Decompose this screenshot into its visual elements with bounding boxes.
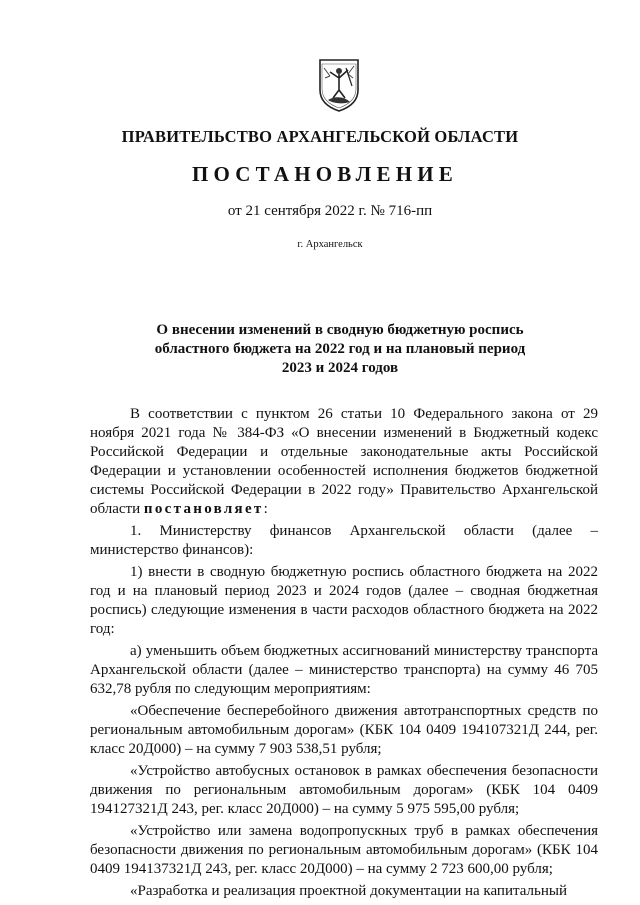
document-title [140, 321, 540, 378]
title-line: областного бюджета на 2022 год и на плановый период [154, 341, 526, 357]
body-paragraph: 1. Министерству финансов Архангельской области (далее – министерство финансов): [90, 523, 598, 558]
title-line: О внесении изменений в сводную бюджетную роспись [156, 322, 524, 338]
arkhangelsk-coat-of-arms-icon [316, 56, 362, 112]
resolves-word: постановляет [143, 501, 264, 517]
body-paragraph: «Устройство или замена водопропускных труб в рамках обеспечения безопасности движения по региональным автомобильным дорогам» (КБК 104 0409 194137321Д 243, рег. класс 20Д000) – на сумму 2 723 600,00 рубля; [90, 823, 598, 877]
document-city: г. Архангельск [297, 239, 363, 250]
body-paragraph: а) уменьшить объем бюджетных ассигнований министерству транспорта Архангельской области (далее – министерство транспорта) на сумму 46 705 632,78 рубля по следующим мероприятиям: [90, 643, 598, 697]
document-type: ПОСТАНОВЛЕНИЕ [191, 162, 459, 186]
body-paragraph: «Разработка и реализация проектной документации на капитальный [130, 883, 567, 899]
document-body [90, 405, 598, 904]
preamble-end: : [263, 501, 268, 517]
body-paragraph: «Обеспечение бесперебойного движения автотранспортных средств по региональным автомобильным дорогам» (КБК 104 0409 194107321Д 244, рег. класс 20Д000) – на сумму 7 903 538,51 рубля; [90, 703, 598, 757]
body-paragraph: «Устройство автобусных остановок в рамках обеспечения безопасности движения по региональным автомобильным дорогам» (КБК 104 0409 194127321Д 243, рег. класс 20Д000) – на сумму 5 975 595,00 рубля; [90, 763, 598, 817]
preamble-paragraph [90, 405, 598, 519]
preamble-text: В соответствии с пунктом 26 статьи 10 Федерального закона от 29 ноября 2021 года № 384-ФЗ «О внесении изменений в Бюджетный кодекс Российской Федерации и отдельные законодательные акты Российской Федерации и установлении особенностей исполнения бюджетов бюджетной системы Российской Федерации в 2022 году» Правительство Архангельской области [90, 406, 598, 517]
body-paragraph: 1) внести в сводную бюджетную роспись областного бюджета на 2022 год и на плановый период 2023 и 2024 годов (далее – сводная бюджетная роспись) следующие изменения в части расходов областного бюджета на 2022 год: [90, 564, 598, 637]
title-line: 2023 и 2024 годов [281, 360, 399, 376]
document-date-number: от 21 сентября 2022 г. № 716-пп [227, 203, 433, 219]
organization-name: ПРАВИТЕЛЬСТВО АРХАНГЕЛЬСКОЙ ОБЛАСТИ [121, 127, 519, 146]
